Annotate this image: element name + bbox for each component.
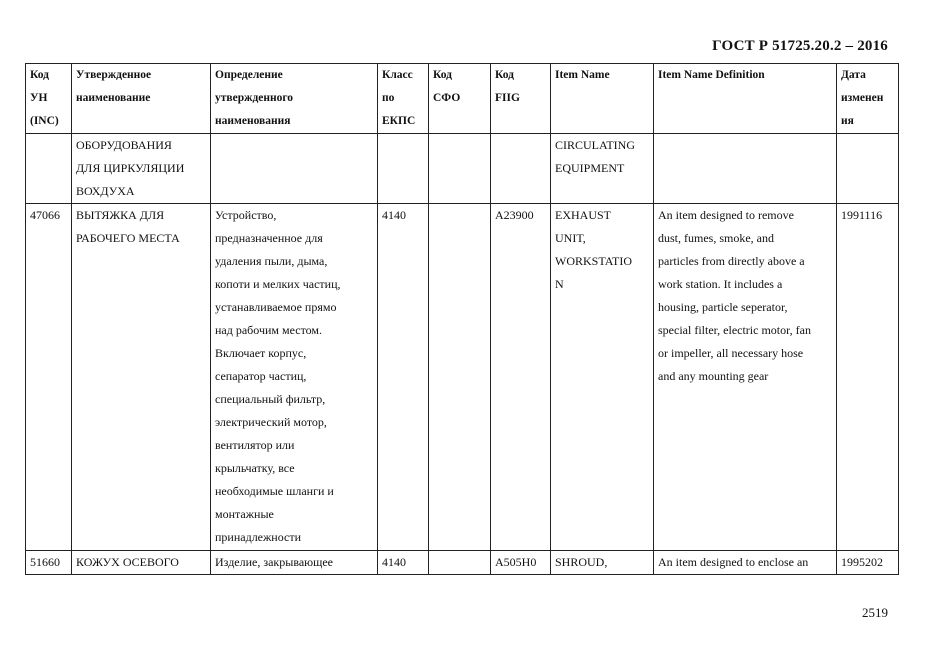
cell-class: 4140 <box>378 551 429 575</box>
column-header-approved-name: Утвержденное наименование <box>72 64 211 134</box>
column-header-definition: Определение утвержденного наименования <box>211 64 378 134</box>
cell-change-date: 1995202 <box>837 551 899 575</box>
table-header-row <box>26 64 899 134</box>
cell-item-name: CIRCULATING EQUIPMENT <box>551 134 654 204</box>
cell-inc: 47066 <box>26 204 72 551</box>
column-header-sfo-code: Код СФО <box>429 64 491 134</box>
column-header-item-name: Item Name <box>551 64 654 134</box>
table-row <box>26 204 899 551</box>
cell-sfo-code <box>429 134 491 204</box>
cell-fiig-code: A23900 <box>491 204 551 551</box>
cell-definition: Изделие, закрывающее <box>211 551 378 575</box>
document-standard-header: ГОСТ Р 51725.20.2 – 2016 <box>712 38 888 54</box>
cell-class: 4140 <box>378 204 429 551</box>
table-row <box>26 134 899 204</box>
cell-change-date <box>837 134 899 204</box>
cell-item-definition: An item designed to enclose an <box>654 551 837 575</box>
cell-sfo-code <box>429 204 491 551</box>
cell-approved-name: ОБОРУДОВАНИЯ ДЛЯ ЦИРКУЛЯЦИИ ВОХДУХА <box>72 134 211 204</box>
cell-item-definition: An item designed to remove dust, fumes, smoke, and particles from directly above a work station. It includes a housing, particle seperator, special filter, electric motor, fan or impeller, all necessary hose and any mounting gear <box>654 204 837 551</box>
cell-item-definition <box>654 134 837 204</box>
cell-fiig-code <box>491 134 551 204</box>
cell-change-date: 1991116 <box>837 204 899 551</box>
cell-item-name: SHROUD, <box>551 551 654 575</box>
page-number: 2519 <box>862 605 888 620</box>
cell-inc <box>26 134 72 204</box>
cell-approved-name: КОЖУХ ОСЕВОГО <box>72 551 211 575</box>
cell-fiig-code: A505H0 <box>491 551 551 575</box>
cell-sfo-code <box>429 551 491 575</box>
cell-class <box>378 134 429 204</box>
cell-approved-name: ВЫТЯЖКА ДЛЯ РАБОЧЕГО МЕСТА <box>72 204 211 551</box>
table-row <box>26 551 899 575</box>
item-names-table <box>25 63 899 575</box>
cell-item-name: EXHAUST UNIT, WORKSTATIO N <box>551 204 654 551</box>
cell-definition: Устройство, предназначенное для удаления пыли, дыма, копоти и мелких частиц, устанавливаемое прямо над рабочим местом. Включает корпус, сепаратор частиц, специальный фильтр, электрический мотор, вентилятор или крыльчатку, все необходимые шланги и монтажные принадлежности <box>211 204 378 551</box>
cell-inc: 51660 <box>26 551 72 575</box>
column-header-fiig-code: Код FIIG <box>491 64 551 134</box>
column-header-item-definition: Item Name Definition <box>654 64 837 134</box>
column-header-class: Класс по ЕКПС <box>378 64 429 134</box>
cell-definition <box>211 134 378 204</box>
column-header-inc: Код УН (INC) <box>26 64 72 134</box>
column-header-change-date: Дата изменен ия <box>837 64 899 134</box>
